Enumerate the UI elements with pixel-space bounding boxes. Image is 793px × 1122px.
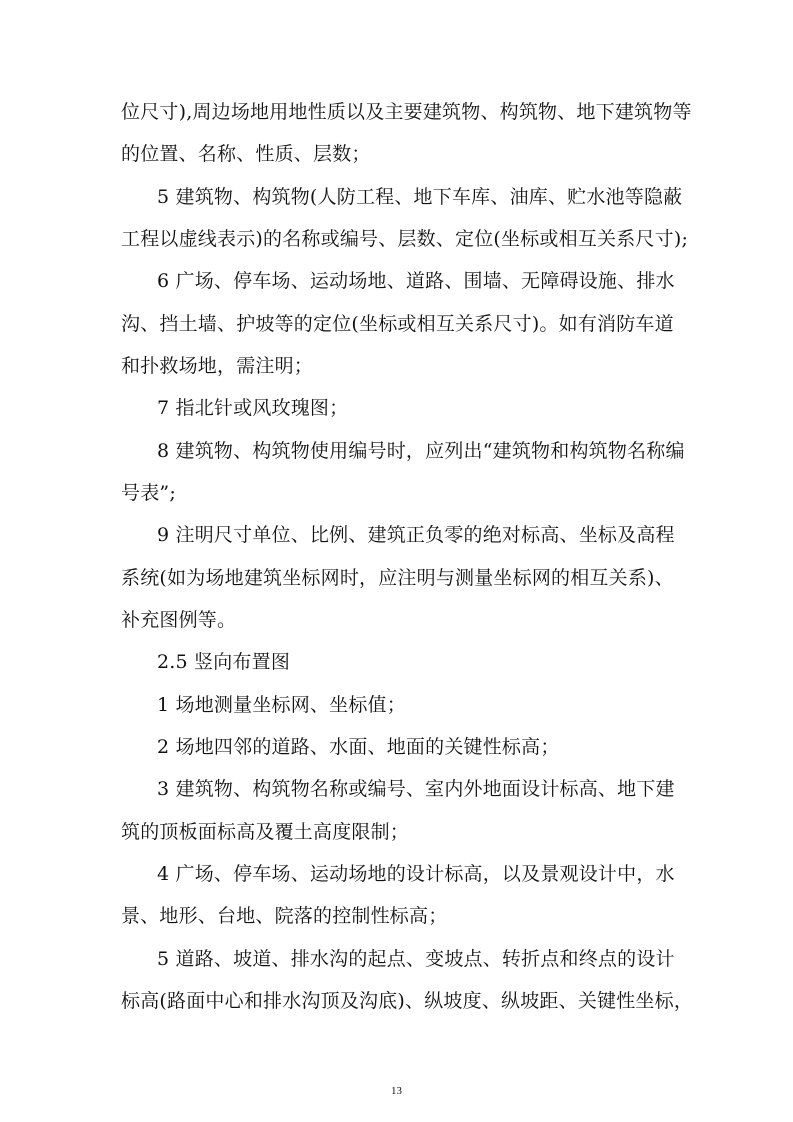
text-line-2: 的位置、名称、性质、层数； [121,143,371,165]
text-line-6: 沟、挡土墙、护坡等的定位(坐标或相互关系尺寸)。如有消防车道 [121,313,674,335]
text-line-18: 筑的顶板面标高及覆土高度限制； [121,821,410,843]
text-line-12: 系统(如为场地建筑坐标网时，应注明与测量坐标网的相互关系)、 [121,567,674,589]
text-line-19: 4 广场、停车场、运动场地的设计标高，以及景观设计中，水 [157,863,675,885]
text-line-13: 补充图例等。 [121,609,237,631]
text-line-20: 景、地形、台地、院落的控制性标高； [121,905,448,927]
text-line-5: 6 广场、停车场、运动场地、道路、围墙、无障碍设施、排水 [157,270,675,292]
text-line-8: 7 指北针或风玫瑰图； [157,397,349,419]
text-line-7: 和扑救场地，需注明； [121,355,314,377]
text-line-15: 1 场地测量坐标网、坐标值； [157,694,406,716]
text-line-21: 5 道路、坡道、排水沟的起点、变坡点、转折点和终点的设计 [157,948,675,970]
text-line-9: 8 建筑物、构筑物使用编号时，应列出“建筑物和构筑物名称编 [157,440,685,462]
text-line-10: 号表”; [121,482,176,504]
text-line-11: 9 注明尺寸单位、比例、建筑正负零的绝对标高、坐标及高程 [157,524,675,546]
text-line-16: 2 场地四邻的道路、水面、地面的关键性标高； [157,736,560,758]
section-heading: 2.5 竖向布置图 [157,651,291,673]
text-line-1: 位尺寸),周边场地用地性质以及主要建筑物、构筑物、地下建筑物等 [121,101,692,123]
text-line-3: 5 建筑物、构筑物(人防工程、地下车库、油库、贮水池等隐蔽 [157,186,683,208]
text-line-17: 3 建筑物、构筑物名称或编号、室内外地面设计标高、地下建 [157,778,675,800]
page-number: 13 [391,1085,402,1097]
text-line-4: 工程以虚线表示)的名称或编号、层数、定位(坐标或相互关系尺寸); [121,228,689,250]
text-line-22: 标高(路面中心和排水沟顶及沟底)、纵坡度、纵坡距、关键性坐标， [121,990,694,1012]
